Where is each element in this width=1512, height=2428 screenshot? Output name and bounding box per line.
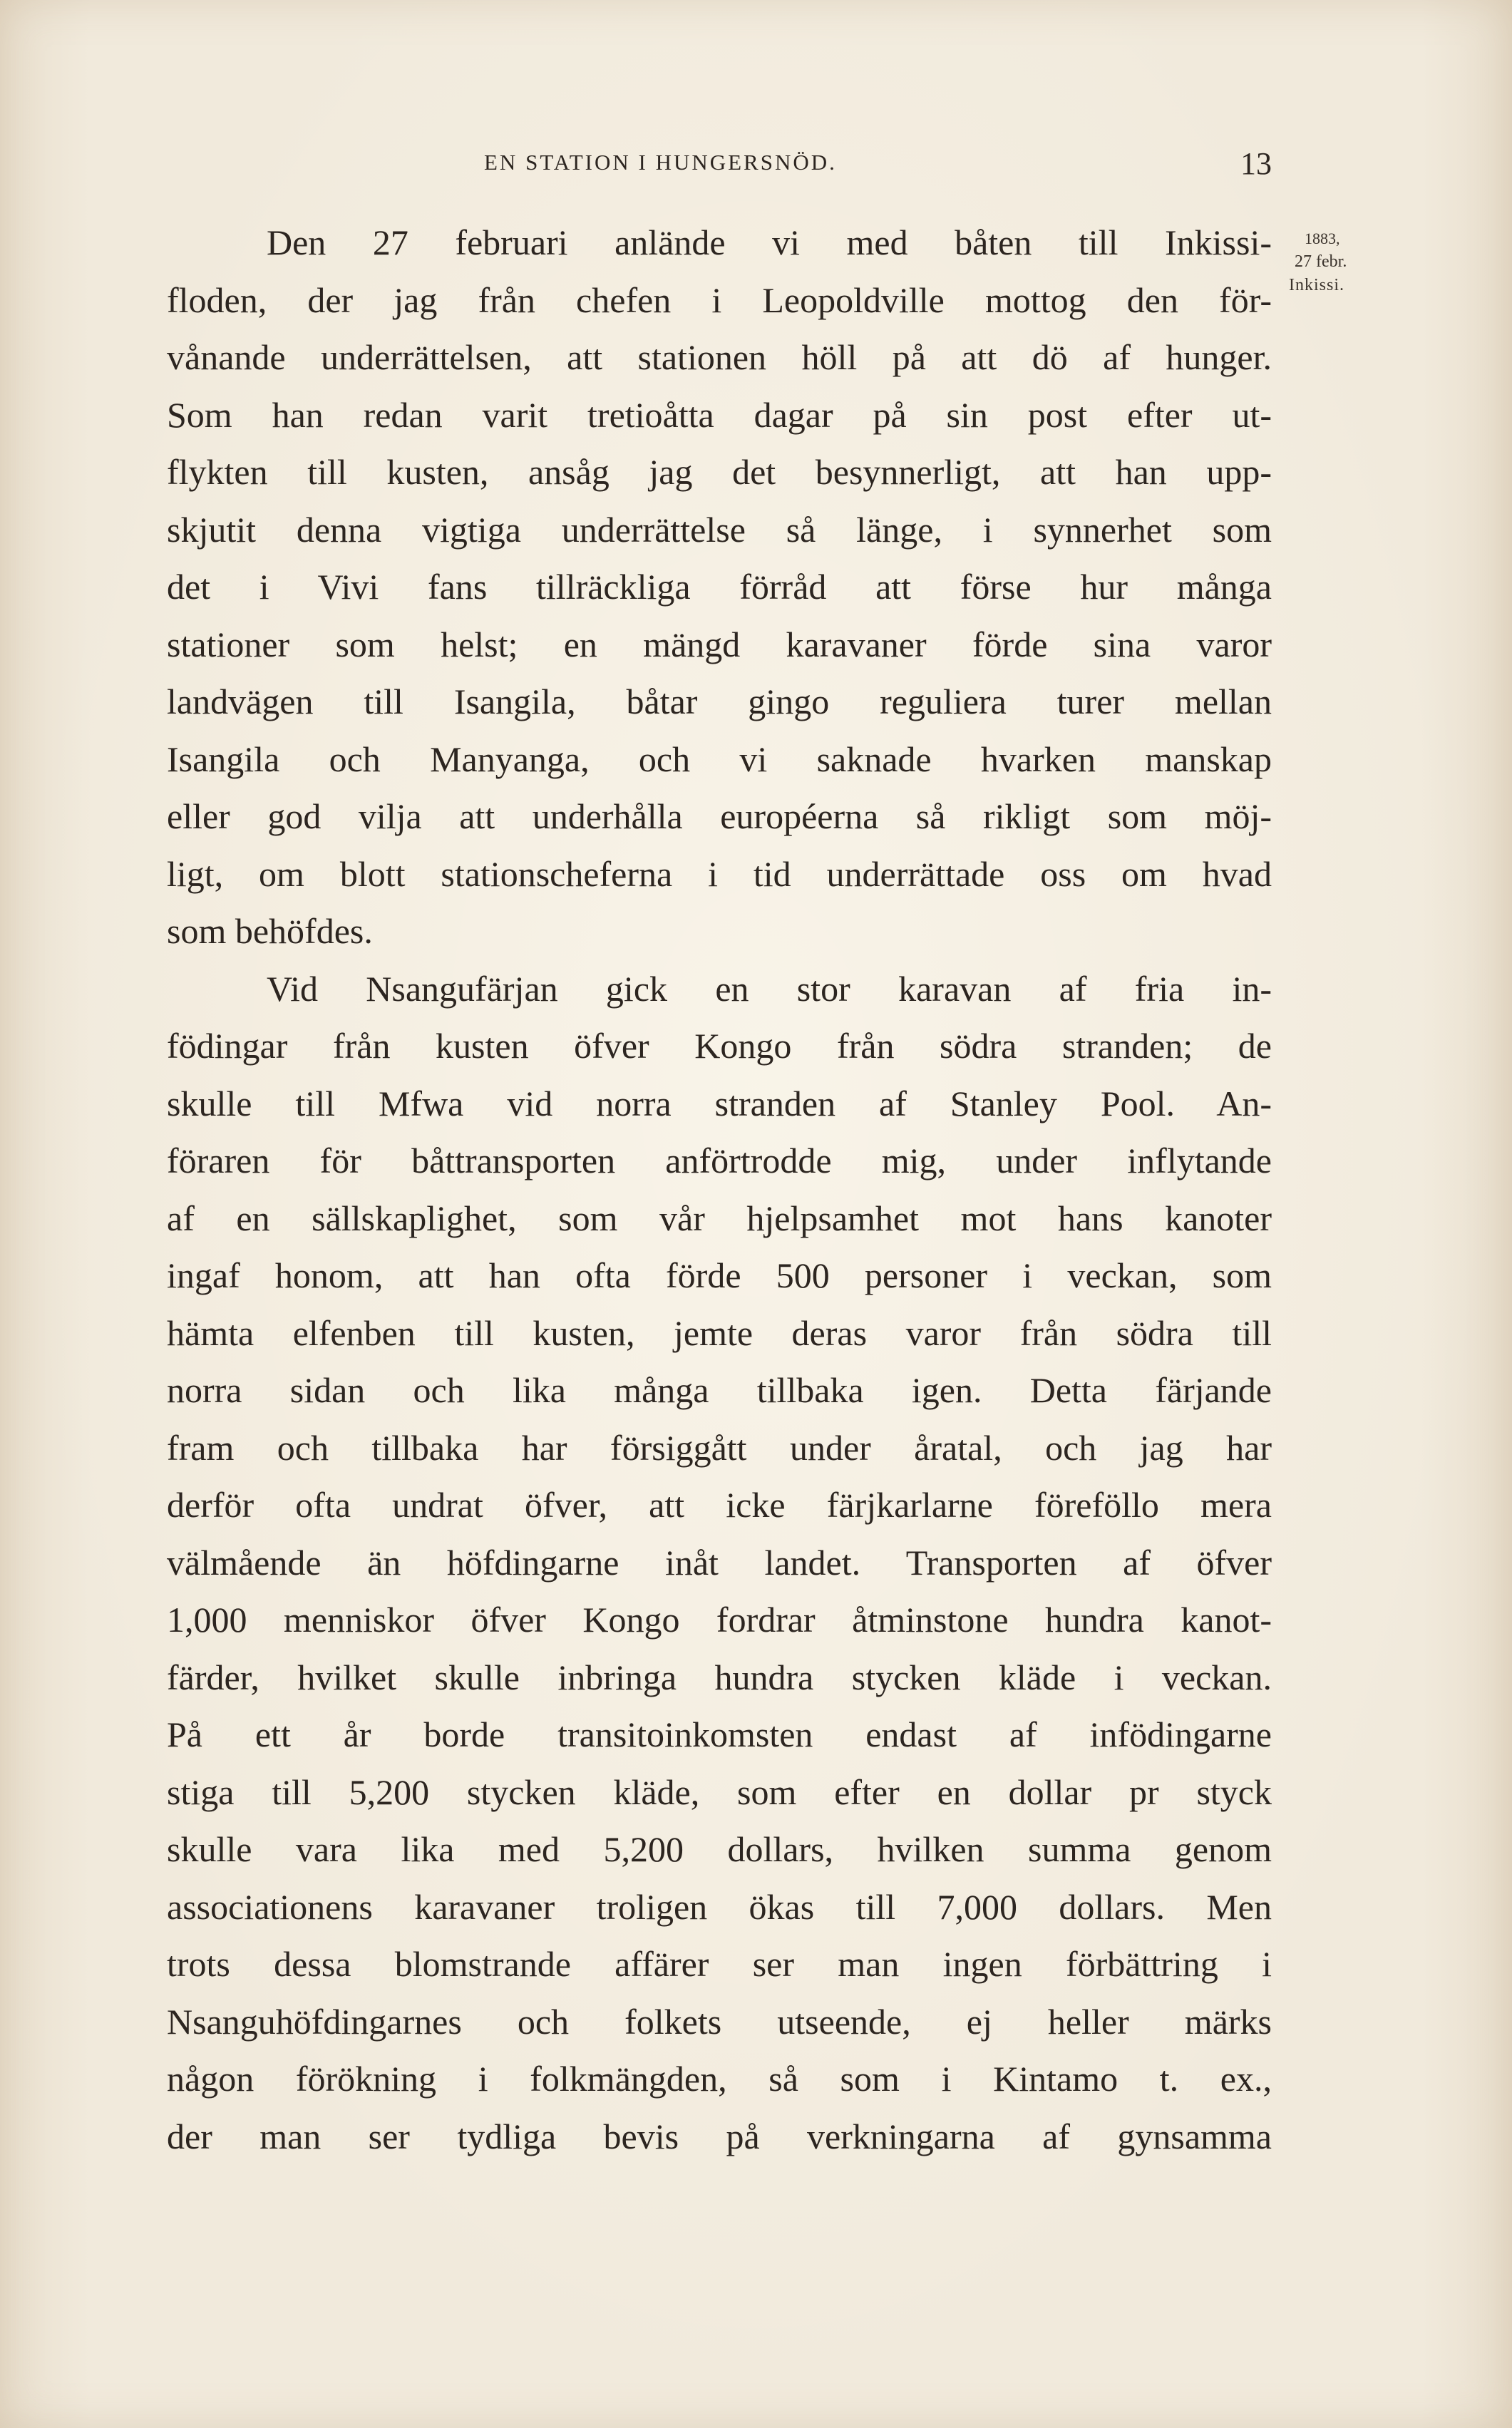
margin-note	[1289, 227, 1396, 297]
text-line: eller god vilja att underhålla européerna så rikligt som möj-	[167, 796, 1272, 836]
text-line: stiga till 5,200 stycken kläde, som efter en dollar pr styck	[167, 1771, 1272, 1812]
text-line: skjutit denna vigtiga underrättelse så länge, i synnerhet som	[167, 509, 1272, 550]
page-number: 13	[1240, 146, 1272, 181]
text-line: skulle till Mfwa vid norra stranden af Stanley Pool. An-	[167, 1083, 1272, 1123]
text-line: födingar från kusten öfver Kongo från södra stranden; de	[167, 1026, 1272, 1066]
margin-note-place: Inkissi.	[1289, 276, 1345, 294]
margin-note-year: 1883,	[1305, 230, 1340, 247]
text-line: som behöfdes.	[167, 911, 373, 951]
text-line: ingaf honom, att han ofta förde 500 personer i veckan, som	[167, 1255, 1272, 1295]
text-line: Vid Nsangufärjan gick en stor karavan af fria in-	[267, 968, 1272, 1009]
text-line: landvägen till Isangila, båtar gingo reguliera turer mellan	[167, 681, 1272, 721]
text-line: vånande underrättelsen, att stationen höll på att dö af hunger.	[167, 337, 1272, 377]
running-title: EN STATION I HUNGERSNÖD.	[484, 150, 837, 175]
margin-note-date: 27 febr.	[1295, 252, 1347, 271]
text-line: välmående än höfdingarne inåt landet. Transporten af öfver	[167, 1542, 1272, 1583]
text-line: associationens karavaner troligen ökas till 7,000 dollars. Men	[167, 1886, 1272, 1927]
text-line: det i Vivi fans tillräckliga förråd att förse hur många	[167, 567, 1272, 607]
text-line: någon förökning i folkmängden, så som i Kintamo t. ex.,	[167, 2059, 1272, 2099]
text-line: flykten till kusten, ansåg jag det besynnerligt, att han upp-	[167, 452, 1272, 492]
text-line: Som han redan varit tretioåtta dagar på sin post efter ut-	[167, 394, 1272, 435]
text-line: trots dessa blomstrande affärer ser man ingen förbättring i	[167, 1944, 1272, 1984]
text-line: der man ser tydliga bevis på verkningarna af gynsamma	[167, 2116, 1272, 2156]
text-line: skulle vara lika med 5,200 dollars, hvilken summa genom	[167, 1829, 1272, 1869]
text-line: derför ofta undrat öfver, att icke färjkarlarne föreföllo mera	[167, 1485, 1272, 1525]
running-header	[167, 146, 1272, 200]
text-line: hämta elfenben till kusten, jemte deras varor från södra till	[167, 1312, 1272, 1353]
text-line: På ett år borde transitoinkomsten endast af infödingarne	[167, 1714, 1272, 1754]
text-line: Isangila och Manyanga, och vi saknade hvarken manskap	[167, 739, 1272, 779]
text-line: Nsanguhöfdingarnes och folkets utseende, ej heller märks	[167, 2001, 1272, 2042]
text-line: ligt, om blott stationscheferna i tid underrättade oss om hvad	[167, 853, 1272, 894]
text-line: färder, hvilket skulle inbringa hundra stycken kläde i veckan.	[167, 1657, 1272, 1697]
text-line: föraren för båttransporten anförtrodde mig, under inflytande	[167, 1141, 1272, 1180]
text-line: Den 27 februari anlände vi med båten till Inkissi-	[267, 222, 1272, 262]
text-line: floden, der jag från chefen i Leopoldville mottog den för-	[167, 279, 1272, 320]
text-line: norra sidan och lika många tillbaka igen. Detta färjande	[167, 1370, 1272, 1410]
body-text	[167, 214, 1272, 2165]
text-line: fram och tillbaka har försiggått under åratal, och jag har	[167, 1427, 1272, 1468]
text-line: stationer som helst; en mängd karavaner förde sina varor	[167, 624, 1272, 664]
text-line: 1,000 menniskor öfver Kongo fordrar åtminstone hundra kanot-	[167, 1600, 1272, 1640]
text-line: af en sällskaplighet, som vår hjelpsamhet mot hans kanoter	[167, 1198, 1272, 1238]
